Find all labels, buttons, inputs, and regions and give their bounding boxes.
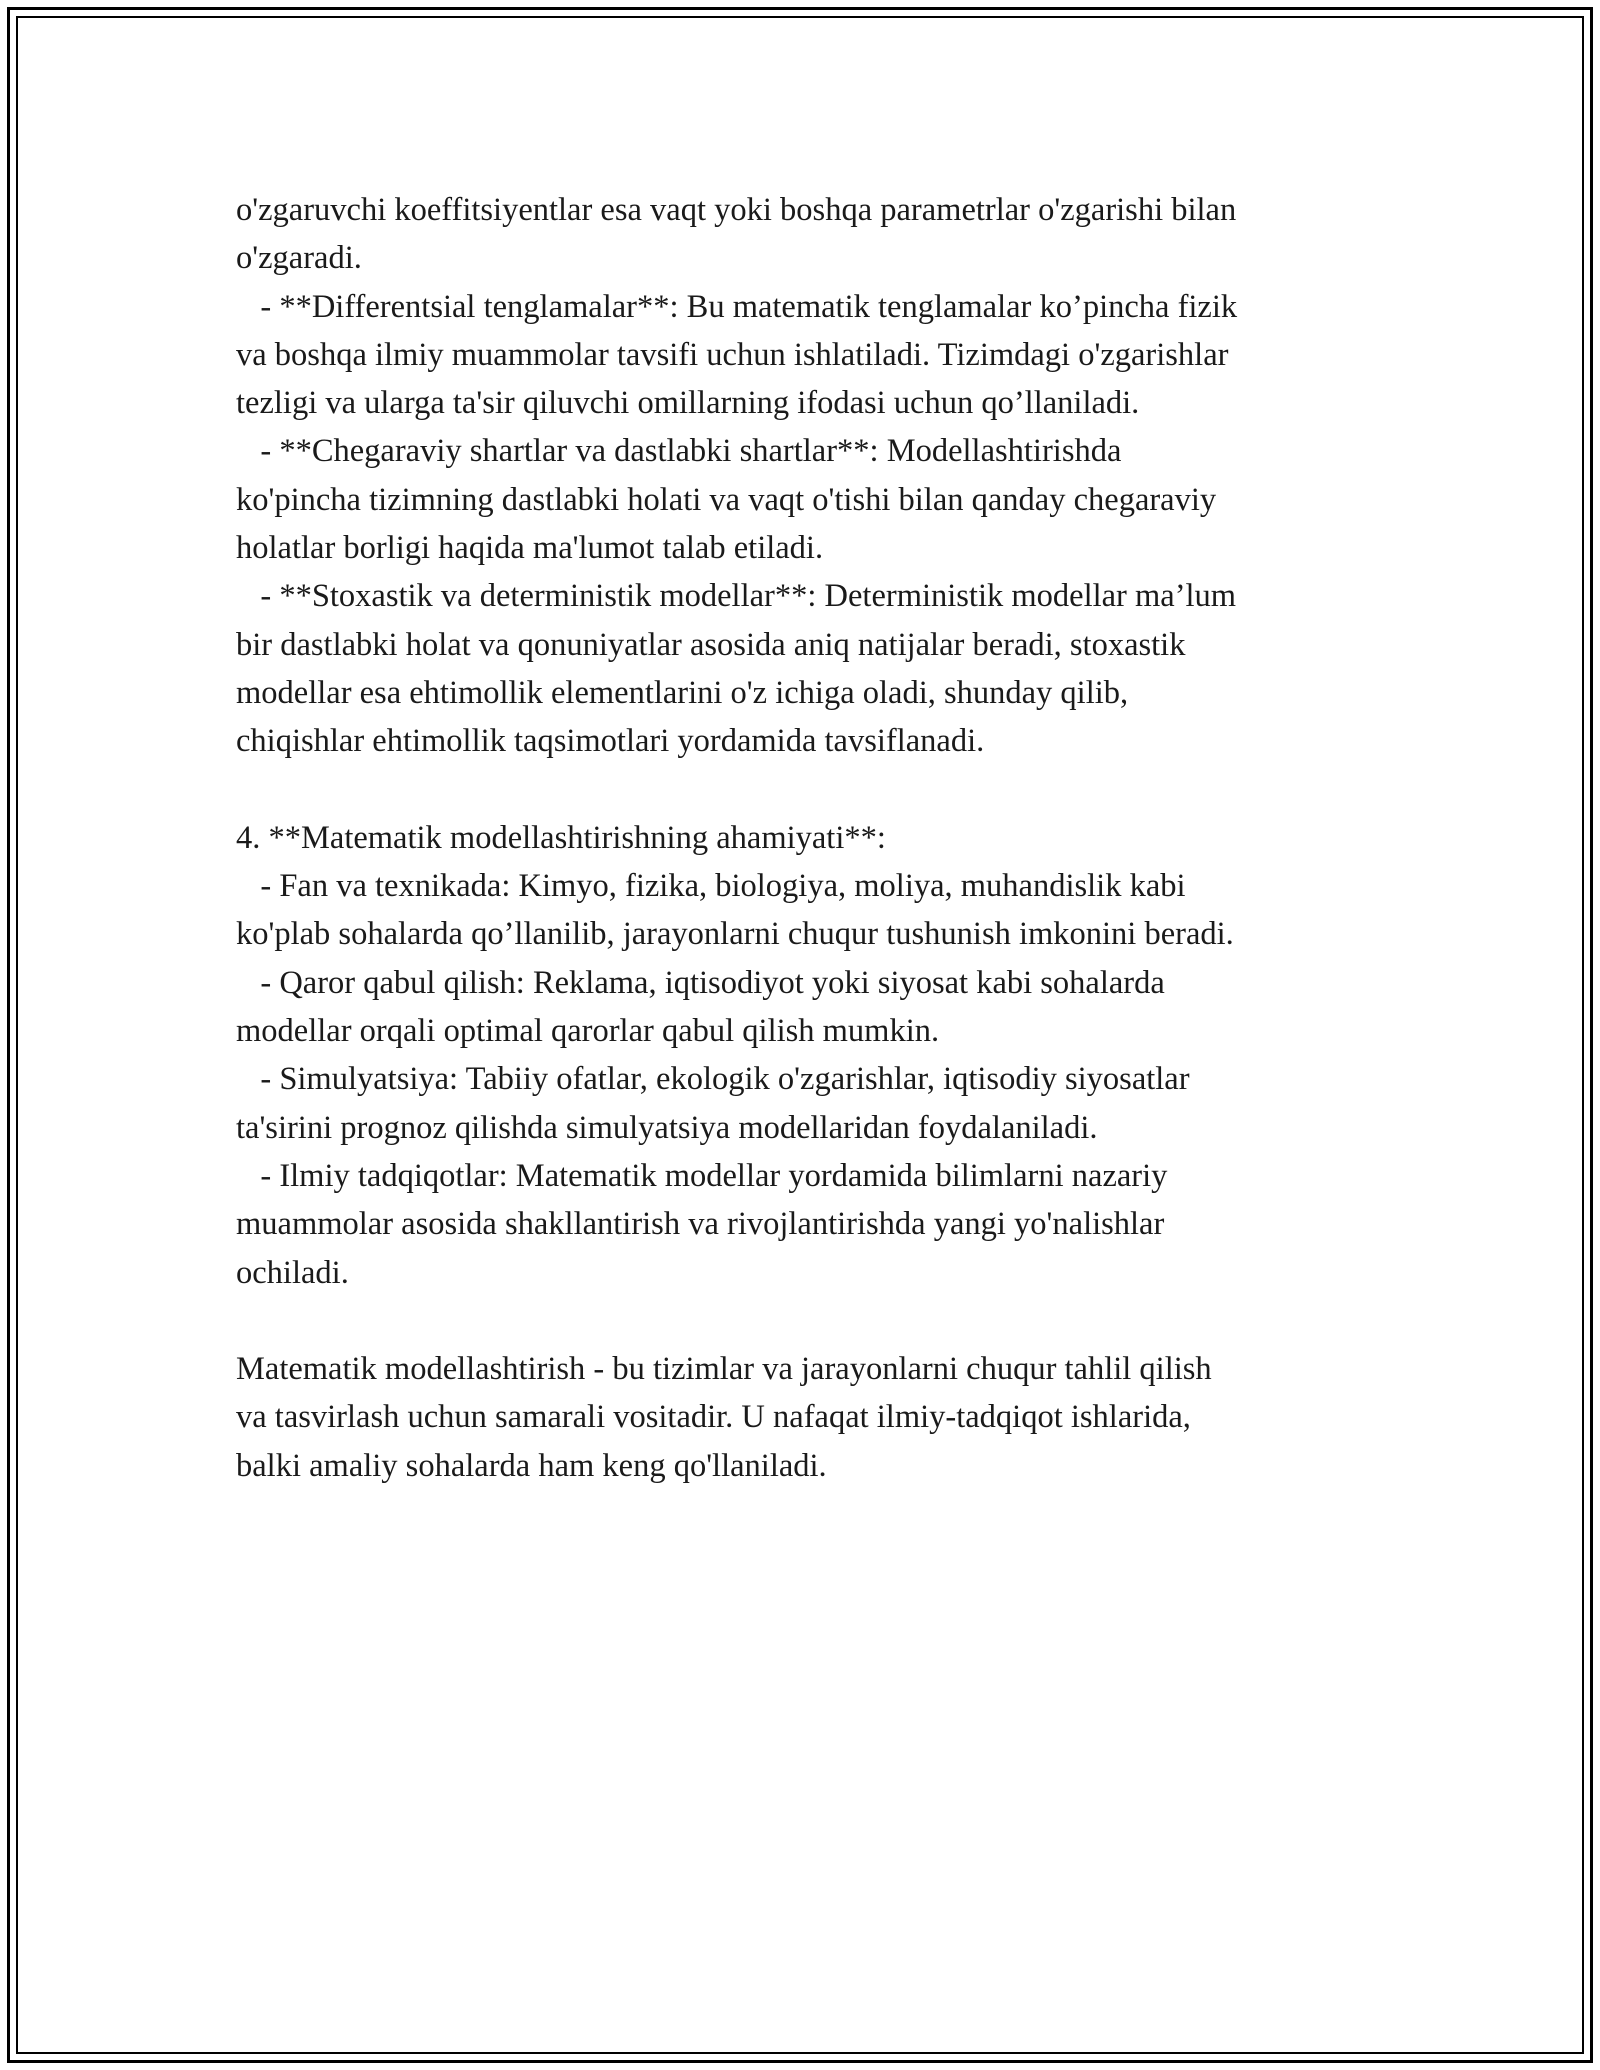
paragraph-conclusion [236,1345,1376,1490]
text-line: 4. **Matematik modellashtirishning ahamiyati**: [236,819,886,856]
text-line: - Ilmiy tadqiqotlar: Matematik modellar yordamida bilimlarni nazariy [236,1157,1168,1194]
text-line: - Fan va texnikada: Kimyo, fizika, biologiya, moliya, muhandislik kabi [236,868,1186,905]
text-line: modellar esa ehtimollik elementlarini o'z ichiga oladi, shunday qilib, [236,674,1129,711]
list-item-boundary-conditions [236,427,1376,572]
text-line: - **Chegaraviy shartlar va dastlabki shartlar**: Modellashtirishda [236,433,1122,470]
list-item-decision-making [236,959,1376,1056]
list-item-scientific-research [236,1152,1376,1297]
list-item-science-technology [236,862,1376,959]
text-line: ta'sirini prognoz qilishda simulyatsiya modellaridan foydalaniladi. [236,1109,1098,1146]
text-line: - Simulyatsiya: Tabiiy ofatlar, ekologik o'zgarishlar, iqtisodiy siyosatlar [236,1061,1190,1098]
document-body [236,186,1376,1490]
paragraph-coefficients [236,186,1376,283]
text-line: modellar orqali optimal qarorlar qabul qilish mumkin. [236,1013,940,1050]
blank-line [236,766,1376,814]
text-line: bir dastlabki holat va qonuniyatlar asosida aniq natijalar beradi, stoxastik [236,626,1186,663]
text-line: - **Stoxastik va deterministik modellar**: Deterministik modellar ma’lum [236,578,1237,615]
list-item-simulation [236,1055,1376,1152]
blank-line [236,1297,1376,1345]
text-line: muammolar asosida shakllantirish va rivojlantirishda yangi yo'nalishlar [236,1206,1165,1243]
text-line: holatlar borligi haqida ma'lumot talab etiladi. [236,530,824,567]
text-line: va tasvirlash uchun samarali vositadir. U nafaqat ilmiy-tadqiqot ishlarida, [236,1399,1191,1436]
text-line: - Qaror qabul qilish: Reklama, iqtisodiyot yoki siyosat kabi sohalarda [236,964,1165,1001]
list-item-differential-equations [236,283,1376,428]
section-heading-importance [236,814,1376,862]
text-line: balki amaliy sohalarda ham keng qo'llaniladi. [236,1447,827,1484]
text-line: ko'pincha tizimning dastlabki holati va vaqt o'tishi bilan qanday chegaraviy [236,481,1217,518]
text-line: o'zgaradi. [236,240,362,277]
text-line: - **Differentsial tenglamalar**: Bu matematik tenglamalar ko’pincha fizik [236,288,1238,325]
text-line: o'zgaruvchi koeffitsiyentlar esa vaqt yoki boshqa parametrlar o'zgarishi bilan [236,192,1237,228]
text-line: tezligi va ularga ta'sir qiluvchi omillarning ifodasi uchun qo’llaniladi. [236,385,1140,422]
text-line: Matematik modellashtirish - bu tizimlar va jarayonlarni chuqur tahlil qilish [236,1351,1212,1388]
text-line: ko'plab sohalarda qo’llanilib, jarayonlarni chuqur tushunish imkonini beradi. [236,916,1234,953]
list-item-stochastic-deterministic [236,572,1376,765]
text-line: ochiladi. [236,1254,349,1291]
text-line: chiqishlar ehtimollik taqsimotlari yordamida tavsiflanadi. [236,723,985,760]
text-line: va boshqa ilmiy muammolar tavsifi uchun ishlatiladi. Tizimdagi o'zgarishlar [236,336,1229,373]
